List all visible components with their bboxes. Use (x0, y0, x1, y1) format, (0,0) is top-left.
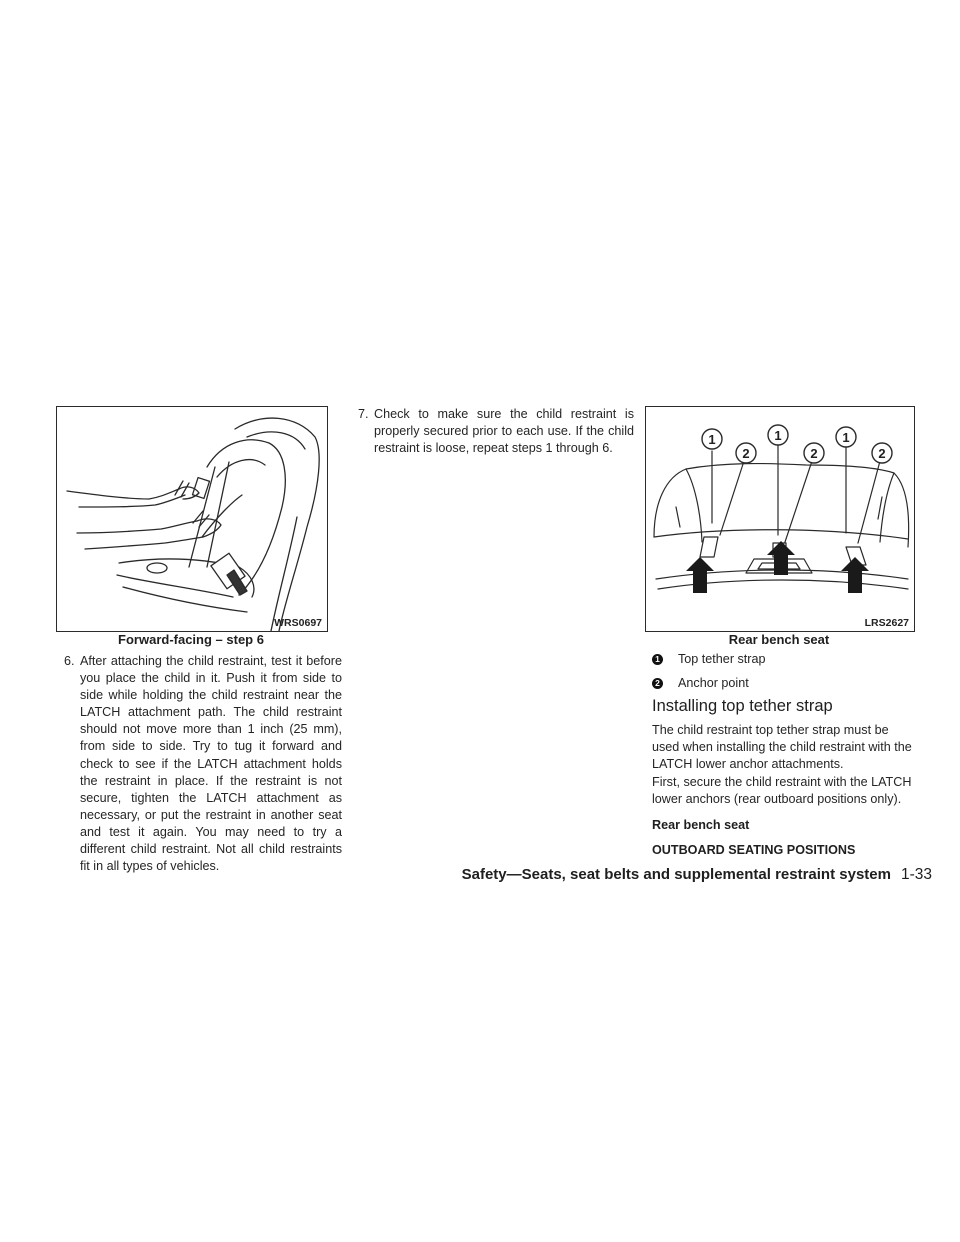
svg-text:1: 1 (842, 430, 850, 445)
step-6 (64, 653, 342, 875)
section-paragraph-1: The child restraint top tether strap must be used when installing the child restraint with the LATCH lower anchor attachments. (652, 723, 912, 772)
svg-text:1: 1 (708, 432, 716, 447)
svg-text:1: 1 (774, 428, 782, 443)
child-seat-illustration-icon (57, 407, 327, 631)
footer-section-title: Safety—Seats, seat belts and supplemental restraint system (461, 866, 891, 883)
figure-caption: Forward-facing – step 6 (118, 632, 264, 647)
step-number: 7. (358, 407, 369, 421)
callout-1b (768, 425, 788, 445)
legend-item-anchor-point (652, 676, 749, 690)
svg-text:2: 2 (742, 446, 750, 461)
callout-2b (804, 443, 824, 463)
step-number: 6. (64, 654, 75, 668)
figure-code: LRS2627 (864, 617, 909, 629)
step-7 (358, 406, 634, 457)
subheading-outboard-seating-positions: OUTBOARD SEATING POSITIONS (652, 843, 856, 857)
page-number: 1-33 (900, 866, 932, 883)
legend-item-top-tether-strap (652, 652, 766, 666)
svg-text:2: 2 (810, 446, 818, 461)
section-paragraph-2: First, secure the child restraint with the LATCH lower anchors (rear outboard positions only). (652, 775, 912, 807)
legend-label: Top tether strap (678, 652, 766, 666)
svg-text:2: 2 (878, 446, 886, 461)
section-heading: Installing top tether strap (652, 697, 833, 715)
figure-forward-facing (56, 406, 328, 632)
legend-number: 2 (652, 678, 663, 689)
callout-1a (702, 429, 722, 449)
callout-1c (836, 427, 856, 447)
figure-caption: Rear bench seat (728, 632, 830, 647)
legend-label: Anchor point (678, 676, 749, 690)
subheading-rear-bench-seat: Rear bench seat (652, 818, 750, 832)
legend-number: 1 (652, 654, 663, 665)
callout-2c (872, 443, 892, 463)
rear-bench-seat-diagram-icon (646, 407, 914, 631)
figure-code: WRS0697 (274, 617, 322, 629)
step-text: Check to make sure the child restraint is properly secured prior to each use. If the child restraint is loose, repeat steps 1 through 6. (374, 407, 634, 456)
figure-rear-bench-seat (645, 406, 915, 632)
page-footer (0, 866, 932, 884)
step-text: After attaching the child restraint, test it before you place the child in it. Push it from side to side while holding the child restraint near the LATCH attachment path. The child restraint should not move more than 1 inch (25 mm), from side to side. Try to tug it forward and check to see if the LATCH attachment holds the restraint in place. If the restraint is not secure, tighten the LATCH attachment as necessary, or put the restraint in another seat and test it again. You may need to try a different child restraint. Not all child restraints fit in all types of vehicles. (80, 654, 342, 874)
callout-2a (736, 443, 756, 463)
